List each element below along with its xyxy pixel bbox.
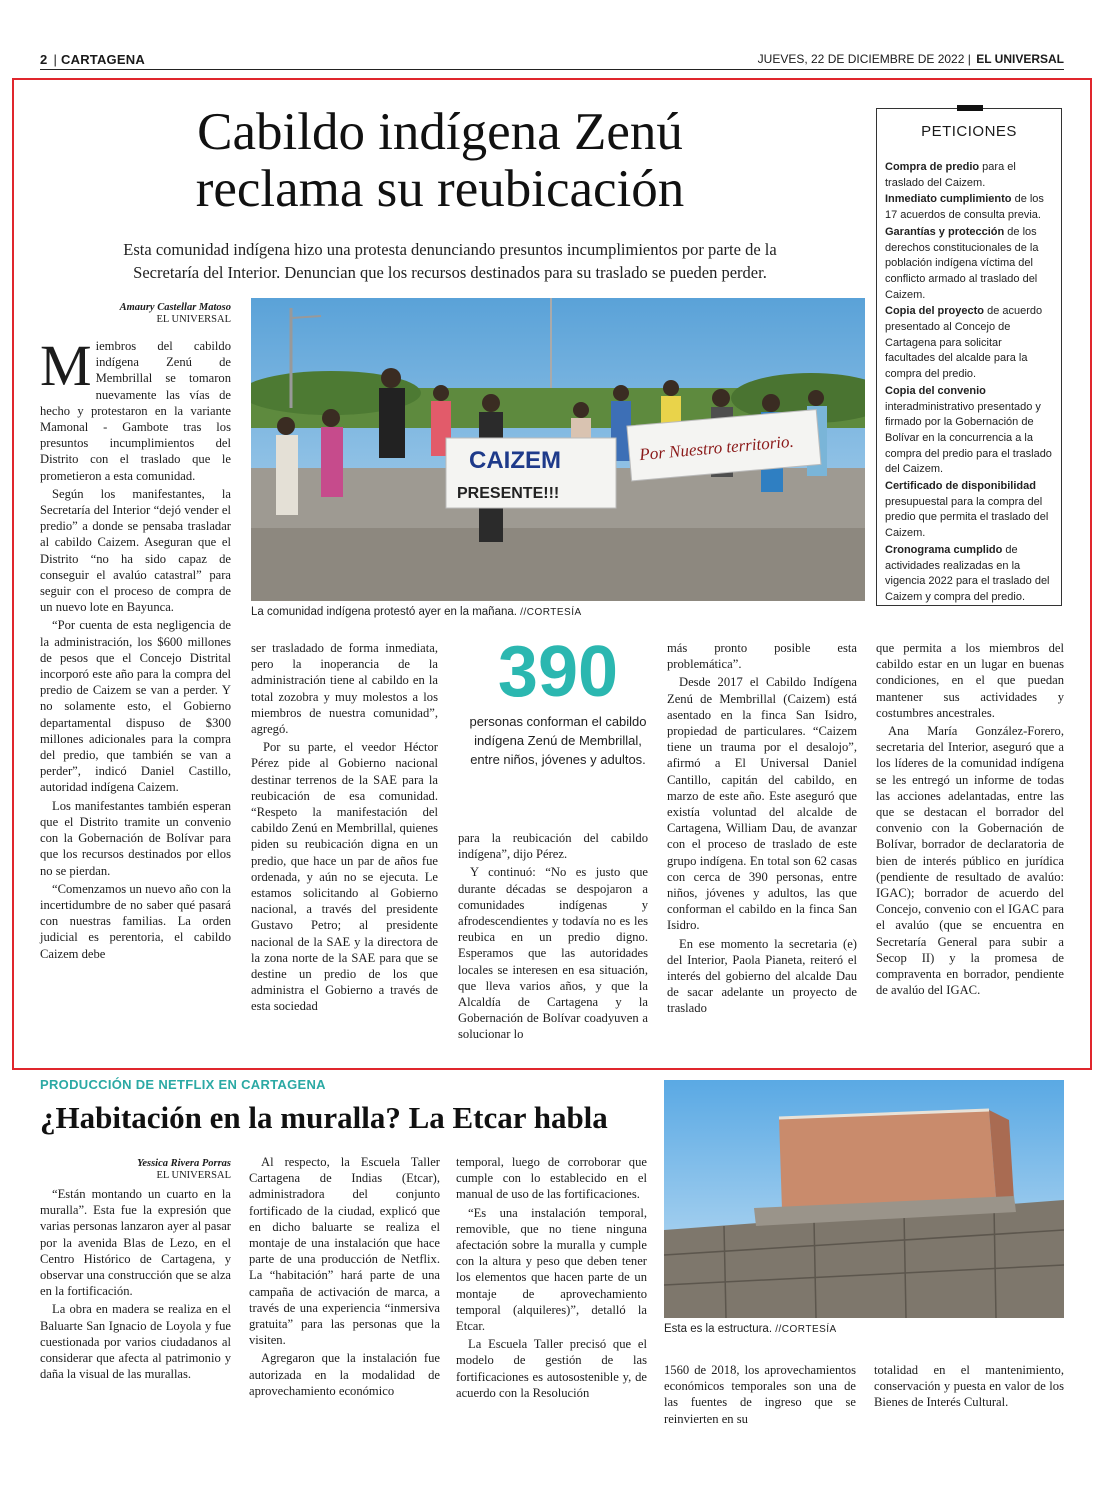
peticion-text: de los 17 acuerdos de consulta previa.: [885, 193, 1044, 222]
caption-credit: //CORTESÍA: [775, 1324, 837, 1335]
article2-column-1: [40, 1158, 231, 1384]
paragraph: Por su parte, el veedor Héctor Pérez pide al Gobierno nacional destinar terrenos de la SAE para la reubicación de esa comunidad. “Respeto la manifestación del cabildo Zenú en Membrillal, quienes piden su reubicación digna en un predio, que hace un par de años fue ordenada, y aún no se ejecuta. Le estamos solicitando al Gobierno nacional, a través del presidente Gustavo Petro; al presidente nacional de la SAE y la directora de la zona norte de la SAE para que se destine un predio de los que administra el Gobierno a través de esta sociedad: [251, 740, 438, 1014]
peticion-text: interadministrativo presentado y firmado por la Gobernación de Bolívar en la concurrencia a la compra del predio para el traslado del Caizem.: [885, 400, 1052, 476]
article2-column-4: [664, 1362, 856, 1429]
peticion-bold: Garantías y protección: [885, 225, 1005, 238]
photo-banner-right: Por Nuestro territorio.: [638, 431, 795, 465]
paragraph: Y continuó: “No es justo que durante décadas se despojaron a comunidades indígenas y afrodescendientes y todavía no es les reubica en un predio digno. Esperamos que las autoridades locales se interesen en esa situación, que lleva varios años, y que la Alcaldía de Cartagena y la Gobernación de Bolívar coadyuven a solucionar lo: [458, 865, 648, 1042]
paragraph: [40, 333, 231, 484]
article1-column-5: [876, 640, 1064, 1000]
stat-number: 390: [497, 632, 619, 712]
article1-column-3: [458, 830, 648, 1045]
masthead-left: [40, 52, 145, 67]
headline-line-1: Cabildo indígena Zenú: [197, 103, 683, 161]
paragraph: para la reubicación del cabildo indígena”, dijo Pérez.: [458, 831, 648, 862]
article1-column-4: [667, 640, 857, 1019]
peticion-item: [885, 192, 1053, 223]
caption-text: La comunidad indígena protestó ayer en la mañana.: [251, 606, 517, 618]
peticion-bold: Cronograma cumplido: [885, 543, 1003, 556]
author-org: EL UNIVERSAL: [156, 1170, 231, 1181]
peticiones-box: [876, 108, 1062, 606]
paragraph: “Comenzamos un nuevo año con la incertidumbre de no saber qué pasará con nuestras familias. La orden judicial es perentoria, el cabildo Caizem debe: [40, 881, 231, 961]
byline: [40, 1158, 231, 1182]
paragraph: Desde 2017 el Cabildo Indígena Zenú de Membrillal (Caizem) está asentado en la finca San Isidro, propiedad de particulares. “Caizem tiene un trauma por el desalojo”, afirmó a El Universal Daniel Cantillo, capitán del cabildo, en marzo de este año. Este aseguró que existía voluntad del alcalde de Cartagena, William Dau, de avanzar con el proceso de traslado de este grupo indígena. En total son 62 casas con cerca de 390 personas, entre niños, jóvenes y adultos, las que conforman el cabildo en la finca San Isidro.: [667, 675, 857, 933]
paragraph: temporal, luego de corroborar que cumple con lo establecido en el manual de uso de las fortificaciones.: [456, 1155, 647, 1202]
issue-date: JUEVES, 22 DE DICIEMBRE DE 2022 |: [757, 52, 971, 66]
article-headline: [40, 104, 840, 218]
peticion-bold: Compra de predio: [885, 161, 980, 173]
peticion-text: de los derechos constitucionales de la población indígena víctima del conflicto armado al traslado del Caizem.: [885, 225, 1039, 301]
peticion-item: [885, 543, 1053, 606]
paragraph: Al respecto, la Escuela Taller Cartagena de Indias (Etcar), administradora del conjunto fortificado de la ciudad, explicó que en dicho baluarte se realiza el montaje de una instalación que hace parte de una producción de Netflix. La “habitación” hará parte de una campaña de activación de marca, a través de una experiencia “inmersiva gratuita” para las personas que la visiten.: [249, 1155, 440, 1348]
author-name: Yessica Rivera Porras: [137, 1158, 231, 1169]
box-top-bar: [957, 105, 983, 111]
article1-column-1: [40, 302, 231, 964]
page-number: 2: [40, 52, 48, 67]
peticion-text: presupuestal para la compra del predio que permita el traslado del Caizem.: [885, 495, 1049, 540]
peticion-item: [885, 479, 1053, 542]
paragraph: que permita a los miembros del cabildo estar en un lugar en buenas condiciones, en el que puedan mantener sus actividades y costumbres ancestrales.: [876, 641, 1064, 720]
article2-column-5: [874, 1362, 1064, 1413]
article2-kicker: PRODUCCIÓN DE NETFLIX EN CARTAGENA: [40, 1077, 326, 1092]
stat-description: personas conforman el cabildo indígena Zenú de Membrillal, entre niños, jóvenes y adultos.: [469, 714, 647, 767]
newspaper-brand: EL UNIVERSAL: [976, 52, 1064, 66]
paragraph-text: iembros del cabildo indígena Zenú de Membrillal se tomaron nuevamente las vías de hecho y protestaron en la variante Mamonal - Gambote tras los presuntos incumplimientos del Distrito con el traslado que le prometieron a esta comunidad.: [40, 339, 231, 483]
photo-caption: [251, 606, 582, 618]
masthead-right: [758, 52, 1064, 66]
drop-cap: M: [40, 333, 92, 398]
photo-banner-left2: PRESENTE!!!: [457, 485, 560, 502]
peticion-item: [885, 304, 1053, 383]
masthead-separator: |: [53, 52, 58, 67]
article1-column-2: [251, 640, 438, 1017]
paragraph: Según los manifestantes, la Secretaría del Interior “dejó vender el predio” a donde se pensaba trasladar al cabildo Caizem. Aseguran que el Distrito “no ha sido capaz de conseguir el avalúo catastral” para seguir con el proceso de compra de un nuevo lote en Bayunca.: [40, 486, 231, 615]
peticiones-title: PETICIONES: [921, 123, 1017, 140]
peticion-item: [885, 384, 1053, 478]
paragraph: Los manifestantes también esperan que el Distrito tramite un convenio con la Gobernación de Bolívar para que los recursos destinados por ellos no se pierdan.: [40, 798, 231, 878]
headline-line-2: reclama su reubicación: [195, 160, 685, 218]
peticion-item: [885, 225, 1053, 304]
section-name: CARTAGENA: [61, 52, 145, 67]
paragraph: “Están montando un cuarto en la muralla”. Esta fue la expresión que varias personas lanzaron ayer al pasar por la avenida Blas de Lezo, en el Centro Histórico de Cartagena, y observar una construcción que se alza en la fortificación.: [40, 1187, 231, 1299]
paragraph: más pronto posible esta problemática”.: [667, 641, 857, 672]
caption-text: Esta es la estructura.: [664, 1323, 773, 1335]
structure-photo: [664, 1080, 1064, 1318]
paragraph: En ese momento la secretaria (e) del Interior, Paola Pianeta, reiteró el interés del gobierno del alcalde Dau de sacar adelante un proyecto de traslado: [667, 936, 857, 1016]
peticion-bold: Inmediato cumplimiento: [885, 193, 1012, 206]
paragraph: ser trasladado de forma inmediata, pero la inoperancia de la administración tiene al cabildo en la total zozobra y muy molestos a los miembros de nuestra comunidad”, agregó.: [251, 641, 438, 737]
peticion-bold: Copia del proyecto: [885, 305, 985, 318]
paragraph: La Escuela Taller precisó que el modelo de gestión de las fortificaciones es autosostenible y, de acuerdo con la Resolución: [456, 1337, 647, 1400]
subhead-line-2: Secretaría del Interior. Denuncian que los recursos destinados para su traslado se pueden perder.: [133, 263, 767, 282]
article2-column-3: [456, 1154, 647, 1403]
peticion-bold: Copia del convenio: [885, 384, 986, 397]
paragraph: totalidad en el mantenimiento, conservación y puesta en valor de los Bienes de Interés Cultural.: [874, 1363, 1064, 1410]
paragraph: La obra en madera se realiza en el Baluarte San Ignacio de Loyola y fue cuestionada por varios ciudadanos al considerar que afecta al patrimonio y daña la visual de las murallas.: [40, 1302, 231, 1382]
protest-photo-image: [251, 298, 865, 601]
page-masthead: [40, 52, 1064, 70]
paragraph: Ana María González-Forero, secretaria del Interior, aseguró que a los líderes de la comunidad indígena se les entregó un informe de todas las acciones adelantadas, entre las que se destacan el borrador del convenio con la Gobernación de Bolívar, borrador de declaratoria de bien de interés público en jurídica (pendiente de resultado de avalúo: IGAC); borrador de acuerdo del Concejo, convenio con el IGAC para el avalúo (que se encuentra en Secretaría General para subir a Secop II) y la promesa de compraventa en borrador, pendiente de avalúo del IGAC.: [876, 724, 1064, 998]
paragraph: 1560 de 2018, los aprovechamientos económicos temporales son una de las fuentes de ingreso que se reinvierten en su: [664, 1363, 856, 1426]
paragraph: Agregaron que la instalación fue autorizada en la modalidad de aprovechamiento económico: [249, 1351, 440, 1398]
protest-photo: [251, 298, 865, 601]
photo-banner-left: CAIZEM: [469, 447, 561, 474]
structure-caption: [664, 1323, 837, 1335]
subhead-line-1: Esta comunidad indígena hizo una protesta denunciando presuntos incumplimientos por parte de la: [123, 240, 777, 259]
structure-photo-image: [664, 1080, 1064, 1318]
peticion-text: de acuerdo presentado al Concejo de Cartagena para solicitar facultades del alcalde para la compra del predio.: [885, 305, 1043, 381]
author-org: EL UNIVERSAL: [156, 314, 231, 325]
article2-column-2: [249, 1154, 440, 1401]
byline: [40, 302, 231, 326]
caption-credit: //CORTESÍA: [520, 607, 582, 618]
paragraph: “Por cuenta de esta negligencia de la administración, los $600 millones de pesos que el Concejo Distrital incorporó este año para la compra del predio de Caizem se van a perder. Y no solamente esto, el Gobierno departamental dispuso de $300 millones adicionales para la compra del predio, que también se van a perder”, indicó Daniel Castillo, autoridad indígena Caizem.: [40, 618, 231, 795]
article2-headline: ¿Habitación en la muralla? La Etcar habla: [40, 1100, 608, 1135]
author-name: Amaury Castellar Matoso: [119, 302, 231, 313]
paragraph: “Es una instalación temporal, removible, que no tiene ninguna afectación sobre la muralla y cumple con la altura y peso que deben tener los elementos que hacen parte de un montaje de aprovechamiento temporal (alquileres)”, detalló la Etcar.: [456, 1205, 647, 1334]
article-subhead: [40, 238, 860, 284]
peticion-bold: Certificado de disponibilidad: [885, 480, 1036, 493]
peticion-item: [885, 160, 1053, 191]
peticion-text: para el traslado del Caizem.: [885, 161, 1016, 189]
peticion-text: de actividades realizadas en la vigencia 2022 para el traslado del Caizem y compra del predio.: [885, 543, 1050, 603]
